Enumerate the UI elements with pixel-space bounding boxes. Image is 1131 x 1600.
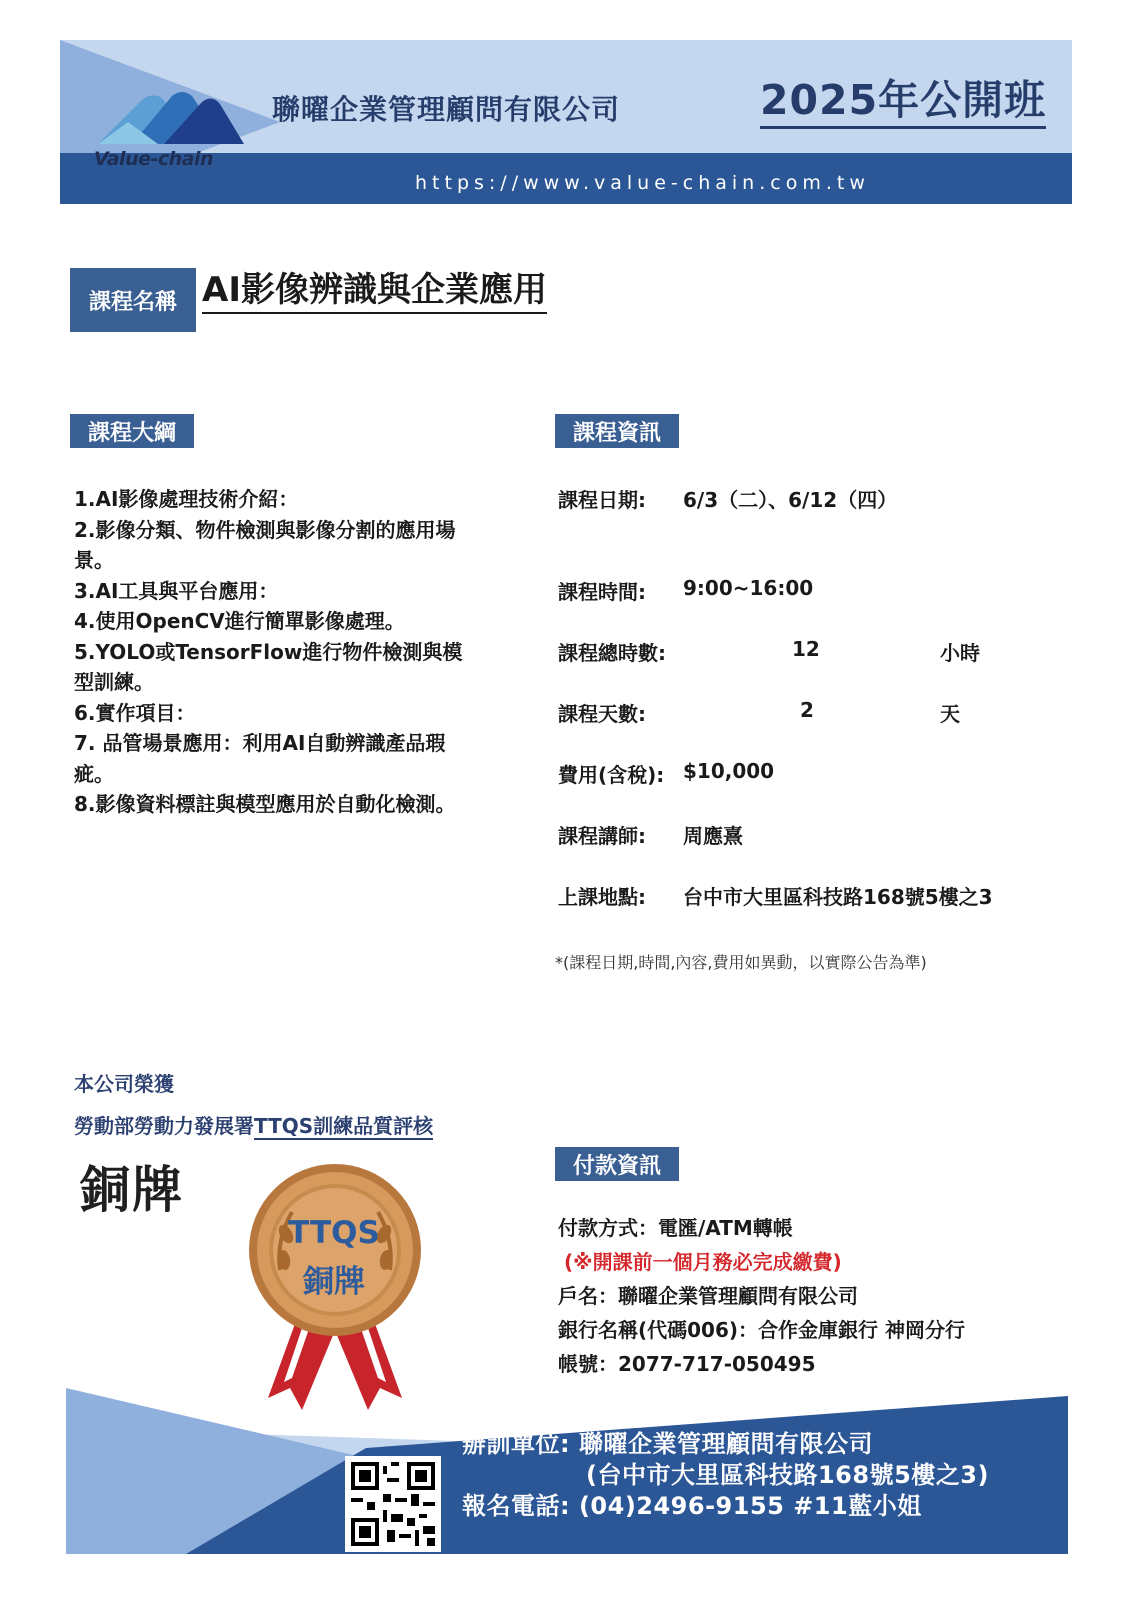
fee-value: $10,000 (683, 759, 775, 783)
medal-text-ttqs: TTQS (288, 1215, 380, 1251)
days-unit: 天 (940, 702, 960, 726)
program-title: 2025年公開班 (760, 74, 1046, 129)
award-program: TTQS訓練品質評核 (254, 1114, 434, 1138)
outline-header: 課程大綱 (70, 414, 194, 448)
fee-label: 費用(含稅): (558, 763, 665, 787)
qr-code-icon (351, 1462, 435, 1546)
days-value: 2 (800, 698, 814, 722)
disclaimer-note: *(課程日期,時間,內容,費用如異動，以實際公告為準) (555, 953, 927, 972)
hours-value: 12 (792, 637, 820, 661)
hours-unit: 小時 (940, 641, 980, 665)
course-name-label: 課程名稱 (70, 268, 196, 332)
header-banner (60, 40, 1072, 204)
outline-line: 型訓練。 (74, 670, 154, 694)
website-link[interactable]: https://www.value-chain.com.tw (415, 172, 870, 194)
date-value: 6/3（二）、6/12（四） (683, 488, 898, 512)
outline-list (74, 484, 514, 820)
outline-line: 6.實作項目： (74, 700, 196, 725)
teacher-value: 周應熹 (683, 824, 743, 848)
account-name: 戶名：聯曜企業管理顧問有限公司 (558, 1284, 858, 1308)
payment-method: 付款方式：電匯/ATM轉帳 (558, 1216, 793, 1240)
info-header: 課程資訊 (555, 414, 679, 448)
outline-line: 7. 品管場景應用：利用AI自動辨識產品瑕 (74, 731, 446, 755)
time-value: 9:00~16:00 (683, 576, 814, 600)
outline-line: 3.AI工具與平台應用： (74, 578, 279, 603)
payment-note: (※開課前一個月務必完成繳費) (564, 1250, 842, 1274)
teacher-label: 課程講師: (558, 824, 646, 848)
outline-line: 4.使用OpenCV進行簡單影像處理。 (74, 609, 405, 633)
outline-line: 8.影像資料標註與模型應用於自動化檢測。 (74, 792, 456, 816)
outline-line: 景。 (74, 548, 114, 572)
date-label: 課程日期: (558, 488, 646, 512)
location-label: 上課地點: (558, 885, 646, 909)
award-level: 銅牌 (80, 1161, 184, 1219)
payment-header: 付款資訊 (555, 1147, 679, 1181)
outline-line: 5.YOLO或TensorFlow進行物件檢測與模 (74, 639, 463, 664)
bank-name: 銀行名稱(代碼006)：合作金庫銀行 神岡分行 (558, 1318, 965, 1342)
award-intro: 本公司榮獲 (74, 1072, 174, 1096)
award-description (74, 1110, 433, 1139)
qr-code[interactable] (345, 1456, 441, 1552)
course-name: AI影像辨識與企業應用 (202, 268, 547, 314)
company-title: 聯曜企業管理顧問有限公司 (272, 93, 621, 126)
footer-address: (台中市大里區科技路168號5樓之3) (586, 1461, 989, 1489)
days-label: 課程天數: (558, 702, 646, 726)
footer-phone: 報名電話: (04)2496-9155 #11藍小姐 (462, 1492, 922, 1520)
account-number: 帳號：2077-717-050495 (558, 1352, 816, 1376)
medal-text-bronze: 銅牌 (303, 1264, 365, 1300)
award-agency: 勞動部勞動力發展署 (74, 1114, 254, 1138)
time-label: 課程時間: (558, 580, 646, 604)
outline-line: 疵。 (74, 761, 114, 786)
logo-text: Value-chain (94, 148, 214, 170)
outline-line: 1.AI影像處理技術介紹： (74, 487, 299, 511)
logo-icon (98, 82, 248, 152)
outline-line: 2.影像分類、物件檢測與影像分割的應用場 (74, 517, 456, 542)
hours-label: 課程總時數: (558, 641, 666, 665)
footer-organizer: 辦訓單位: 聯曜企業管理顧問有限公司 (462, 1430, 873, 1458)
location-value: 台中市大里區科技路168號5樓之3 (683, 885, 993, 909)
